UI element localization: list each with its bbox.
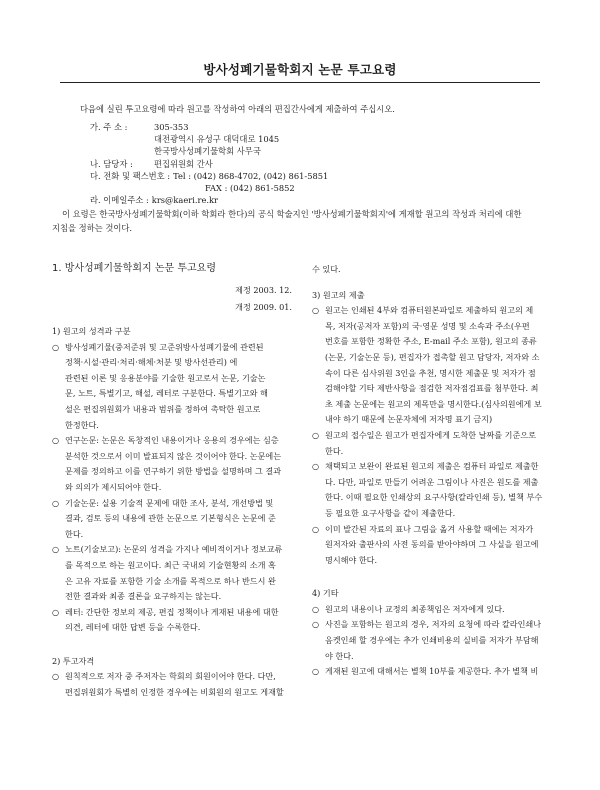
contact-row-address-line [90, 133, 328, 145]
list-item-text [325, 664, 552, 680]
text-line: 연구논문: 논문은 독창적인 내용이거나 응용의 경우에는 심층 [65, 435, 279, 446]
contact-row-manager [90, 158, 328, 170]
item-list [312, 303, 552, 568]
title-divider [60, 82, 540, 83]
text-line: 관련된 이론 및 응용분야를 기술한 원고로서 논문, 기술논 [65, 372, 266, 383]
text-line: 한정한다. [65, 419, 99, 430]
contact-value: 한국방사성폐기물학회 사무국 [154, 146, 261, 157]
contact-row-email [90, 194, 328, 206]
list-item-text [325, 428, 552, 459]
subsection-heading: 4) 기타 [312, 588, 339, 599]
text-line: 편집위원회가 특별히 인정한 경우에는 비회원의 원고도 게재할 [65, 687, 284, 698]
text-line: 원고의 내용이나 교정의 최종책임은 저자에게 있다. [325, 603, 505, 614]
list-item-text [65, 605, 292, 636]
text-line: 목, 저자(공저자 포함)의 국·영문 성명 및 소속과 주소(우편 [325, 320, 530, 331]
text-line: 음켓인쇄 할 경우에는 추가 인쇄비용의 실비를 저자가 부담해 [325, 635, 539, 646]
text-line: 한다. [65, 528, 84, 539]
contact-block [90, 121, 328, 206]
list-item-text [325, 522, 552, 569]
left-column [52, 262, 292, 701]
preamble-paragraph [52, 208, 552, 235]
revision-date: 개정 2009. 01. [235, 302, 292, 312]
text-line: 내야 하기 때문에 논문자체에 저자명 표기 금지) [325, 414, 493, 425]
list-item-text [65, 496, 292, 543]
bullet-icon: ○ [52, 671, 60, 682]
list-item [312, 459, 552, 521]
bullet-icon: ○ [52, 606, 60, 617]
bullet-icon: ○ [52, 497, 60, 508]
text-line: 이미 발간된 자료의 표나 그림을 옮겨 사용할 때에는 저자가 [325, 523, 534, 534]
item-list [312, 602, 552, 680]
text-line: 설은 편집위원회가 내용과 범위를 정하여 촉탁한 원고로 [65, 403, 261, 414]
item-list [52, 669, 292, 700]
text-line: 의견, 레터에 대한 답변 등을 수록한다. [65, 622, 201, 633]
subsection-heading: 1) 원고의 성격과 구분 [52, 326, 131, 336]
text-line: 명시해야 한다. [325, 554, 378, 565]
bullet-icon: ○ [312, 523, 320, 534]
contact-value: 대전광역시 유성구 대덕대로 1045 [154, 134, 280, 145]
text-line: (논문, 기술논문 등), 편집자가 접촉할 원고 담당자, 저자와 소 [325, 351, 540, 362]
text-line: 사진을 포함하는 원고의 경우, 저자의 요청에 따라 칼라인쇄나 [325, 619, 542, 630]
text-line: 레터: 간단한 정보의 제공, 편집 정책이나 게재된 내용에 대한 [65, 606, 279, 617]
preamble-line: 이 요령은 한국방사성폐기물학회(이하 학회라 한다)의 공식 학술지인 '방사성폐기물학회지'에 게재할 원고의 작성과 처리에 대한 [62, 209, 522, 219]
list-item [52, 669, 292, 700]
contact-row-address-line [90, 145, 328, 157]
list-item-text [65, 433, 292, 495]
text-line: 방사성폐기물(중저준위 및 고준위방사성폐기물에 관련된 [65, 341, 264, 352]
contact-label [90, 133, 154, 145]
bullet-icon: ○ [312, 603, 320, 614]
contact-value: FAX : (042) 861-5852 [205, 183, 295, 194]
enactment-date: 제정 2003. 12. [235, 285, 292, 295]
text-line: 검해야할 기타 제반사항을 점검한 저자점검표를 첨부한다. 최 [325, 383, 539, 394]
contact-label: 다. 전화 및 팩스번호 : [90, 170, 171, 181]
page-title: 방사성폐기물학회지 논문 투고요령 [203, 62, 397, 77]
item-list [52, 340, 292, 636]
contact-label: 가. 주 소 : [90, 122, 128, 132]
bullet-icon: ○ [52, 544, 60, 555]
list-item-text [325, 303, 552, 428]
text-line: 원고는 인쇄된 4부와 컴퓨터원본파일로 제출하되 원고의 제 [325, 305, 534, 316]
contact-row-address [90, 121, 328, 133]
text-line: 한다. 이때 필요한 인쇄상의 요구사항(칼라인쇄 등), 별책 부수 [325, 492, 543, 503]
contact-label: 나. 담당자 : [90, 158, 133, 169]
list-item-text [65, 542, 292, 604]
list-item [312, 602, 552, 618]
list-item-text [325, 617, 552, 664]
contact-row-fax [90, 182, 328, 194]
bullet-icon: ○ [312, 461, 320, 472]
text-line: 문, 노트, 특별기고, 해설, 레터로 구분한다. 특별기고와 해 [65, 388, 268, 399]
list-item [52, 340, 292, 434]
contact-value: 305-353 [154, 122, 189, 132]
text-line: 와 의의가 제시되어야 한다. [65, 481, 162, 492]
intro-text: 다음에 실린 투고요령에 따라 원고를 작성하여 아래의 편집간사에게 제출하여 주십시오. [80, 104, 395, 114]
list-item [312, 617, 552, 664]
text-line: 은 고유 자료를 포함한 기술 소개를 목적으로 하나 반드시 완 [65, 575, 276, 586]
bullet-icon: ○ [52, 435, 60, 446]
text-line: 한다. [325, 445, 344, 456]
list-item [52, 496, 292, 543]
bullet-icon: ○ [312, 666, 320, 677]
text-line: 번호를 포함한 정확한 주소, E-mail 주소 포함), 원고의 종류 [325, 336, 537, 347]
list-item [52, 605, 292, 636]
text-line: 분석한 것으로서 이미 발표되지 않은 것이어야 한다. 논문에는 [65, 450, 282, 461]
contact-value: krs@kaeri.re.kr [151, 195, 218, 206]
bullet-icon: ○ [52, 341, 60, 352]
text-line: 전한 결과와 최종 결론을 요구하지는 않는다. [65, 591, 222, 602]
subsection-heading: 2) 투고자격 [52, 655, 95, 666]
text-line: 문제를 정의하고 이를 연구하기 위한 방법을 설명하며 그 결과 [65, 466, 282, 477]
contact-label [90, 145, 154, 157]
text-line: 원저자와 출판사의 사전 동의를 받아야하며 그 사실을 원고에 [325, 539, 539, 550]
contact-label: 라. 이메일주소 : [90, 195, 149, 206]
preamble-line: 지침을 정하는 것이다. [52, 222, 133, 233]
text-line: 야 한다. [325, 650, 354, 661]
text-line: 정책·시설·관리·처리·해체·처분 및 방사선관리) 에 [65, 357, 238, 368]
continuation-text: 수 있다. [312, 264, 341, 274]
list-item-text [325, 459, 552, 521]
text-line: 를 목적으로 하는 원고이다. 최근 국내외 기술현황의 소개 혹 [65, 559, 276, 570]
bullet-icon: ○ [312, 429, 320, 440]
text-line: 초 제출 논문에는 원고의 제목만을 명시한다.(심사의원에게 보 [325, 398, 542, 409]
text-line: 원고의 접수일은 원고가 편집자에게 도착한 날짜를 기준으로 [325, 429, 536, 440]
list-item-text [325, 602, 552, 618]
bullet-icon: ○ [312, 619, 320, 630]
text-line: 속이 다른 심사위원 3인을 추천, 명시한 제출문 및 저자가 점 [325, 367, 536, 378]
section-title: 1. 방사성폐기물학회지 논문 투고요령 [52, 263, 216, 274]
list-item [52, 542, 292, 604]
list-item [312, 522, 552, 569]
text-line: 채택되고 보완이 완료된 원고의 제출은 컴퓨터 파일로 제출한 [325, 461, 539, 472]
contact-row-phone [90, 170, 328, 182]
text-line: 다. 다만, 파일로 만들기 어려운 그림이나 사진은 원도를 제출 [325, 476, 539, 487]
list-item-text [65, 669, 292, 700]
text-line: 등 필요한 요구사항을 같이 제출한다. [325, 507, 456, 518]
list-item [312, 664, 552, 680]
list-item [52, 433, 292, 495]
contact-value: 편집위원회 간사 [154, 158, 213, 169]
subsection-heading: 3) 원고의 제출 [312, 289, 365, 300]
list-item-text [65, 340, 292, 434]
bullet-icon: ○ [312, 305, 320, 316]
text-line: 원칙적으로 저자 중 주저자는 학회의 회원이어야 한다. 다만, [65, 671, 276, 682]
list-item [312, 303, 552, 428]
list-item [312, 428, 552, 459]
contact-value: Tel : (042) 868-4702, (042) 861-5851 [173, 170, 329, 181]
right-column [312, 262, 552, 680]
text-line: 결과, 검토 등의 내용에 관한 논문으로 기본형식은 논문에 준 [65, 513, 276, 524]
text-line: 기술논문: 실용 기술적 문제에 대한 조사, 분석, 개선방법 및 [65, 497, 274, 508]
text-line: 게재된 원고에 대해서는 별책 10부를 제공한다. 추가 별책 비 [325, 666, 539, 677]
text-line: 노트(기술보고): 논문의 성격을 가지나 예비적이거나 정보교류 [65, 544, 283, 555]
contact-label [90, 182, 205, 194]
